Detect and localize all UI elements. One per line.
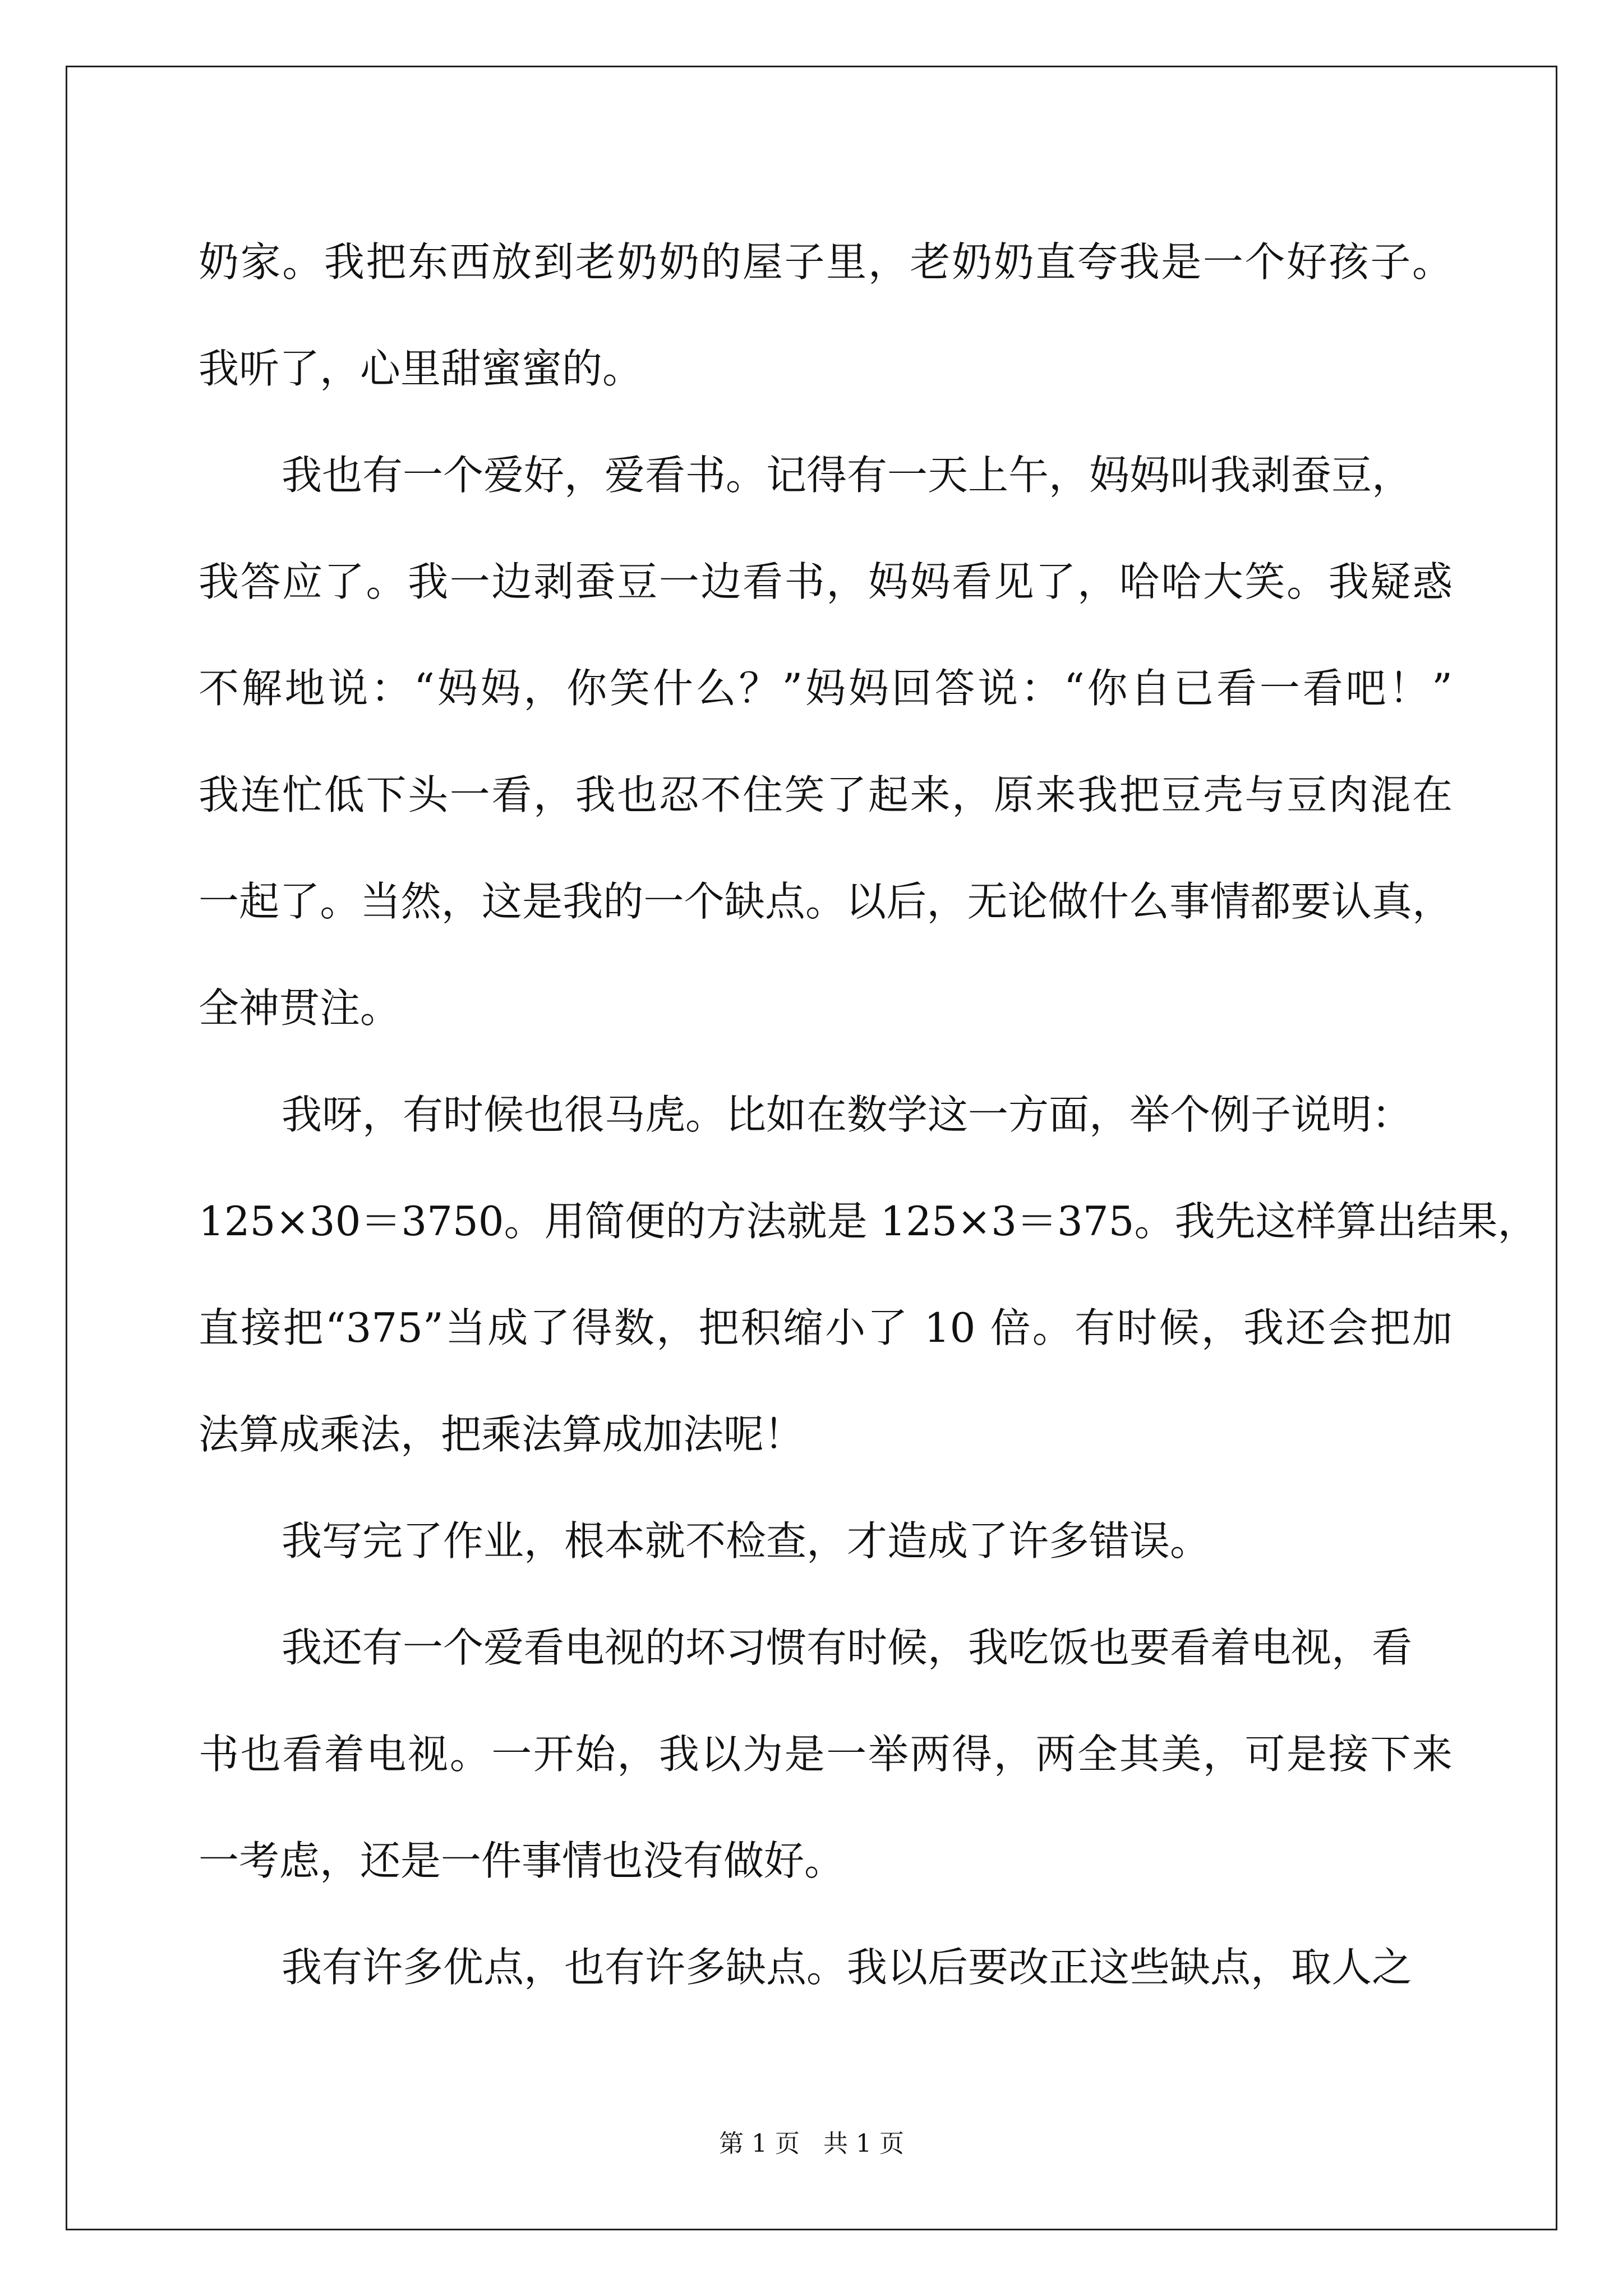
text-line: 我也有一个爱好，爱看书。记得有一天上午，妈妈叫我剥蚕豆，	[282, 452, 1413, 499]
text-line: 不解地说：“妈妈，你笑什么？”妈妈回答说：“你自已看一看吧！”	[199, 665, 1453, 712]
text-line: 一起了。当然，这是我的一个缺点。以后，无论做什么事情都要认真，	[199, 878, 1453, 925]
text-line: 书也看着电视。一开始，我以为是一举两得，两全其美，可是接下来	[199, 1731, 1453, 1778]
text-line: 我答应了。我一边剥蚕豆一边看书，妈妈看见了，哈哈大笑。我疑惑	[199, 558, 1453, 605]
page-number: 第 1 页	[719, 2129, 800, 2158]
text-line: 奶家。我把东西放到老奶奶的屋子里，老奶奶直夸我是一个好孩子。	[199, 238, 1453, 286]
page-total: 共 1 页	[823, 2129, 904, 2158]
text-line: 我还有一个爱看电视的坏习惯有时候，我吃饭也要看着电视，看	[282, 1624, 1413, 1671]
text-line: 我呀，有时候也很马虎。比如在数学这一方面，举个例子说明：	[282, 1091, 1413, 1138]
text-line: 我有许多优点，也有许多缺点。我以后要改正这些缺点，取人之	[282, 1944, 1413, 1991]
text-line: 我写完了作业，根本就不检查，才造成了许多错误。	[282, 1517, 1211, 1565]
text-line: 法算成乘法，把乘法算成加法呢！	[199, 1411, 805, 1458]
page-footer	[0, 2127, 1623, 2161]
text-line: 125×30＝3750。用简便的方法就是 125×3＝375。我先这样算出结果，	[199, 1198, 1538, 1245]
text-line: 直接把“375”当成了得数，把积缩小了 10 倍。有时候，我还会把加	[199, 1304, 1453, 1351]
text-line: 全神贯注。	[199, 984, 401, 1032]
text-line: 我连忙低下头一看，我也忍不住笑了起来，原来我把豆壳与豆肉混在	[199, 771, 1453, 818]
document-body	[199, 209, 1538, 2021]
text-line: 我听了，心里甜蜜蜜的。	[199, 345, 643, 392]
text-line: 一考虑，还是一件事情也没有做好。	[199, 1837, 845, 1884]
